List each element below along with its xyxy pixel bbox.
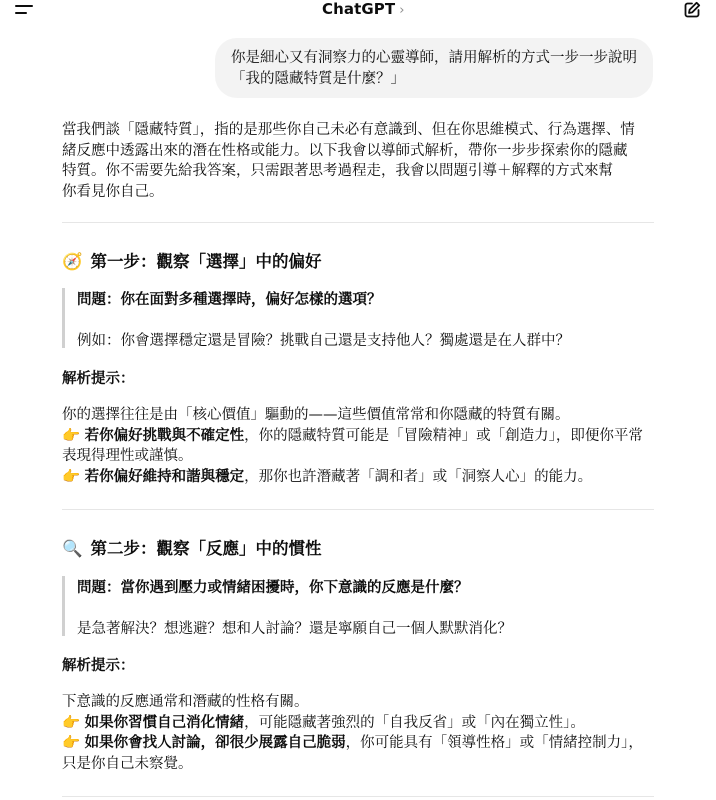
step2-point2-text: ，你可能具有「領導性格」或「情緒控制力」， bbox=[345, 735, 643, 751]
step2-point1-text: ，可能隱藏著強烈的「自我反省」或「內在獨立性」。 bbox=[244, 714, 585, 731]
step2-point1 bbox=[62, 713, 656, 734]
step2-point2-cont: 只是你自己未察覺。 bbox=[62, 755, 193, 772]
model-selector[interactable] bbox=[322, 0, 405, 18]
step2-heading bbox=[62, 535, 322, 559]
step1-point1-text: ，你的隱藏特質可能是「冒險精神」或「創造力」，即便你平常 bbox=[244, 427, 643, 444]
sidebar-menu-icon[interactable] bbox=[14, 2, 34, 18]
step2-hint-body bbox=[62, 692, 656, 774]
step1-point2-bold: 若你偏好維持和諧與穩定 bbox=[84, 468, 245, 485]
pointing-hand-icon: 👉 bbox=[62, 427, 81, 444]
step2-point2-bold: 如果你會找人討論，卻很少展露自己脆弱 bbox=[84, 735, 346, 751]
compass-icon: 🧭 bbox=[62, 252, 83, 271]
step1-point1-bold: 若你偏好挑戰與不確定性 bbox=[84, 427, 245, 444]
step1-point1 bbox=[62, 426, 656, 447]
step2-heading-text: 第二步：觀察「反應」中的慣性 bbox=[90, 539, 322, 558]
intro-line: 緒反應中透露出來的潛在性格或能力。以下我會以導師式解析，帶你一步步探索你的隱藏 bbox=[62, 142, 628, 159]
step1-hint-body bbox=[62, 405, 656, 487]
response-intro bbox=[62, 120, 656, 202]
step1-hint-intro: 你的選擇往往是由「核心價值」驅動的——這些價值常常和你隱藏的特質有關。 bbox=[62, 407, 570, 423]
step2-blockquote bbox=[62, 576, 654, 636]
step1-heading bbox=[62, 248, 322, 272]
step2-point1-bold: 如果你習慣自己消化情緒 bbox=[84, 714, 245, 731]
app-title: ChatGPT bbox=[322, 0, 396, 18]
step1-question: 問題：你在面對多種選擇時，偏好怎樣的選項？ bbox=[77, 292, 382, 308]
divider bbox=[62, 796, 654, 797]
step1-blockquote bbox=[62, 288, 654, 348]
intro-line: 特質。你不需要先給我答案，只需跟著思考過程走，我會以問題引導＋解釋的方式來幫 bbox=[62, 163, 613, 179]
step2-hint-label: 解析提示： bbox=[62, 658, 135, 674]
magnifier-icon: 🔍 bbox=[62, 539, 83, 558]
user-message-line: 「我的隱藏特質是什麼？」 bbox=[231, 71, 405, 87]
top-bar bbox=[0, 0, 716, 22]
step1-heading-text: 第一步：觀察「選擇」中的偏好 bbox=[90, 252, 322, 271]
pointing-hand-icon: 👉 bbox=[62, 468, 81, 485]
new-chat-icon[interactable] bbox=[683, 1, 701, 19]
intro-line: 你看見你自己。 bbox=[62, 183, 164, 200]
divider bbox=[62, 222, 654, 223]
user-message-line: 你是細心又有洞察力的心靈導師，請用解析的方式一步一步說明 bbox=[231, 50, 637, 66]
pointing-hand-icon: 👉 bbox=[62, 714, 81, 731]
user-message-bubble bbox=[215, 38, 653, 98]
intro-line: 當我們談「隱藏特質」，指的是那些你自己未必有意識到、但在你思維模式、行為選擇、情 bbox=[62, 122, 635, 138]
step1-example: 例如：你會選擇穩定還是冒險？挑戰自己還是支持他人？獨處還是在人群中？ bbox=[77, 333, 570, 349]
step1-point2 bbox=[62, 467, 656, 488]
step1-point1-cont: 表現得理性或謹慎。 bbox=[62, 448, 193, 464]
chevron-right-icon: › bbox=[399, 3, 405, 18]
step2-example: 是急著解決？想逃避？想和人討論？還是寧願自己一個人默默消化？ bbox=[77, 621, 512, 637]
divider bbox=[62, 509, 654, 510]
step1-hint-label: 解析提示： bbox=[62, 371, 135, 387]
step2-point2 bbox=[62, 733, 656, 754]
pointing-hand-icon: 👉 bbox=[62, 735, 81, 751]
step1-point2-text: ，那你也許潛藏著「調和者」或「洞察人心」的能力。 bbox=[244, 468, 593, 485]
step2-question: 問題：當你遇到壓力或情緒困擾時，你下意識的反應是什麼？ bbox=[77, 580, 469, 596]
step2-hint-intro: 下意識的反應通常和潛藏的性格有關。 bbox=[62, 694, 309, 710]
